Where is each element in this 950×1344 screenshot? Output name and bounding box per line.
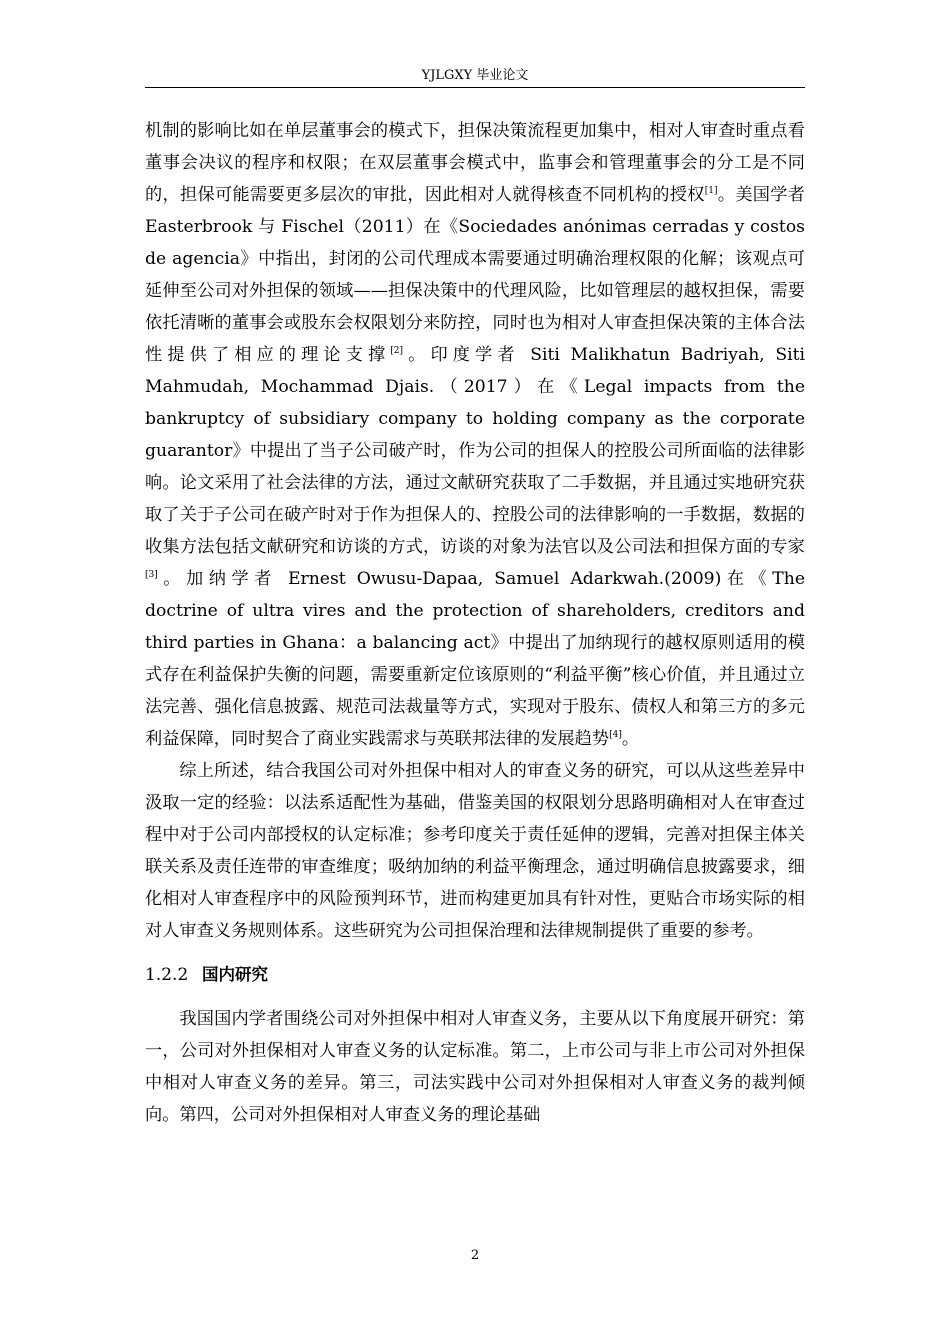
paragraph-text: 。加纳学者 Ernest Owusu-Dapaa, Samuel Adarkwah.(2009)在《The doctrine of ultra vires and the protection of shareholders, creditors and third parties in Ghana：a balancing act》中提出了加纳现行的越权原则适用的模式存在利益保护失衡的问题，需要重新定位该原则的“利益平衡”核心价值，并且通过立法完善、强化信息披露、规范司法裁量等方式，实现对于股东、债权人和第三方的多元利益保障，同时契合了商业实践需求与英联邦法律的发展趋势 (145, 569, 805, 749)
paragraph-text: 。 (621, 729, 640, 749)
citation-4[interactable]: [4] (609, 730, 622, 740)
citation-1[interactable]: [1] (704, 186, 718, 196)
body-text (145, 115, 805, 1131)
section-title: 国内研究 (202, 965, 268, 984)
section-number: 1.2.2 (145, 965, 189, 985)
header-rule (145, 87, 805, 88)
paragraph-text: 。印度学者 Siti Malikhatun Badriyah, Siti Mahmudah, Mochammad Djais.（2017）在《Legal impacts from the bankruptcy of subsidiary company to holding company as the corporate guarantor》中提出了当子公司破产时，作为公司的担保人的控股公司所面临的法律影响。论文采用了社会法律的方法，通过文献研究获取了二手数据，并且通过实地研究获取了关于子公司在破产时对于作为担保人的、控股公司的法律影响的一手数据，数据的收集方法包括文献研究和访谈的方式，访谈的对象为法官以及公司法和担保方面的专家 (145, 345, 805, 557)
section-heading (145, 959, 805, 991)
paragraph-text: 机制的影响比如在单层董事会的模式下，担保决策流程更加集中，相对人审查时重点看董事会决议的程序和权限；在双层董事会模式中，监事会和管理董事会的分工是不同的，担保可能需要更多层次的审批，因此相对人就得核查不同机构的授权 (145, 121, 805, 205)
running-header: YJLGXY 毕业论文 (421, 68, 529, 83)
paragraph-foreign-research (145, 115, 805, 755)
citation-2[interactable]: [2] (390, 346, 404, 356)
paragraph-summary: 综上所述，结合我国公司对外担保中相对人的审查义务的研究，可以从这些差异中汲取一定的经验：以法系适配性为基础，借鉴美国的权限划分思路明确相对人在审查过程中对于公司内部授权的认定标准；参考印度关于责任延伸的逻辑，完善对担保主体关联关系及责任连带的审查维度；吸纳加纳的利益平衡理念，通过明确信息披露要求，细化相对人审查程序中的风险预判环节，进而构建更加具有针对性，更贴合市场实际的相对人审查义务规则体系。这些研究为公司担保治理和法律规制提供了重要的参考。 (145, 761, 805, 941)
citation-3[interactable]: [3] (145, 570, 158, 580)
page-number: 2 (470, 1248, 480, 1263)
paragraph-text: 。美国学者 Easterbrook 与 Fischel（2011）在《Sociedades anónimas cerradas y costos de agencia》中指出，封闭的公司代理成本需要通过明确治理权限的化解；该观点可延伸至公司对外担保的领域——担保决策中的代理风险，比如管理层的越权担保，需要依托清晰的董事会或股东会权限划分来防控，同时也为相对人审查担保决策的主体合法性提供了相应的理论支撑 (145, 185, 805, 365)
paragraph-domestic-research: 我国国内学者围绕公司对外担保中相对人审查义务，主要从以下角度展开研究：第一，公司对外担保相对人审查义务的认定标准。第二，上市公司与非上市公司对外担保中相对人审查义务的差异。第三，司法实践中公司对外担保相对人审查义务的裁判倾向。第四，公司对外担保相对人审查义务的理论基础 (145, 1009, 805, 1125)
